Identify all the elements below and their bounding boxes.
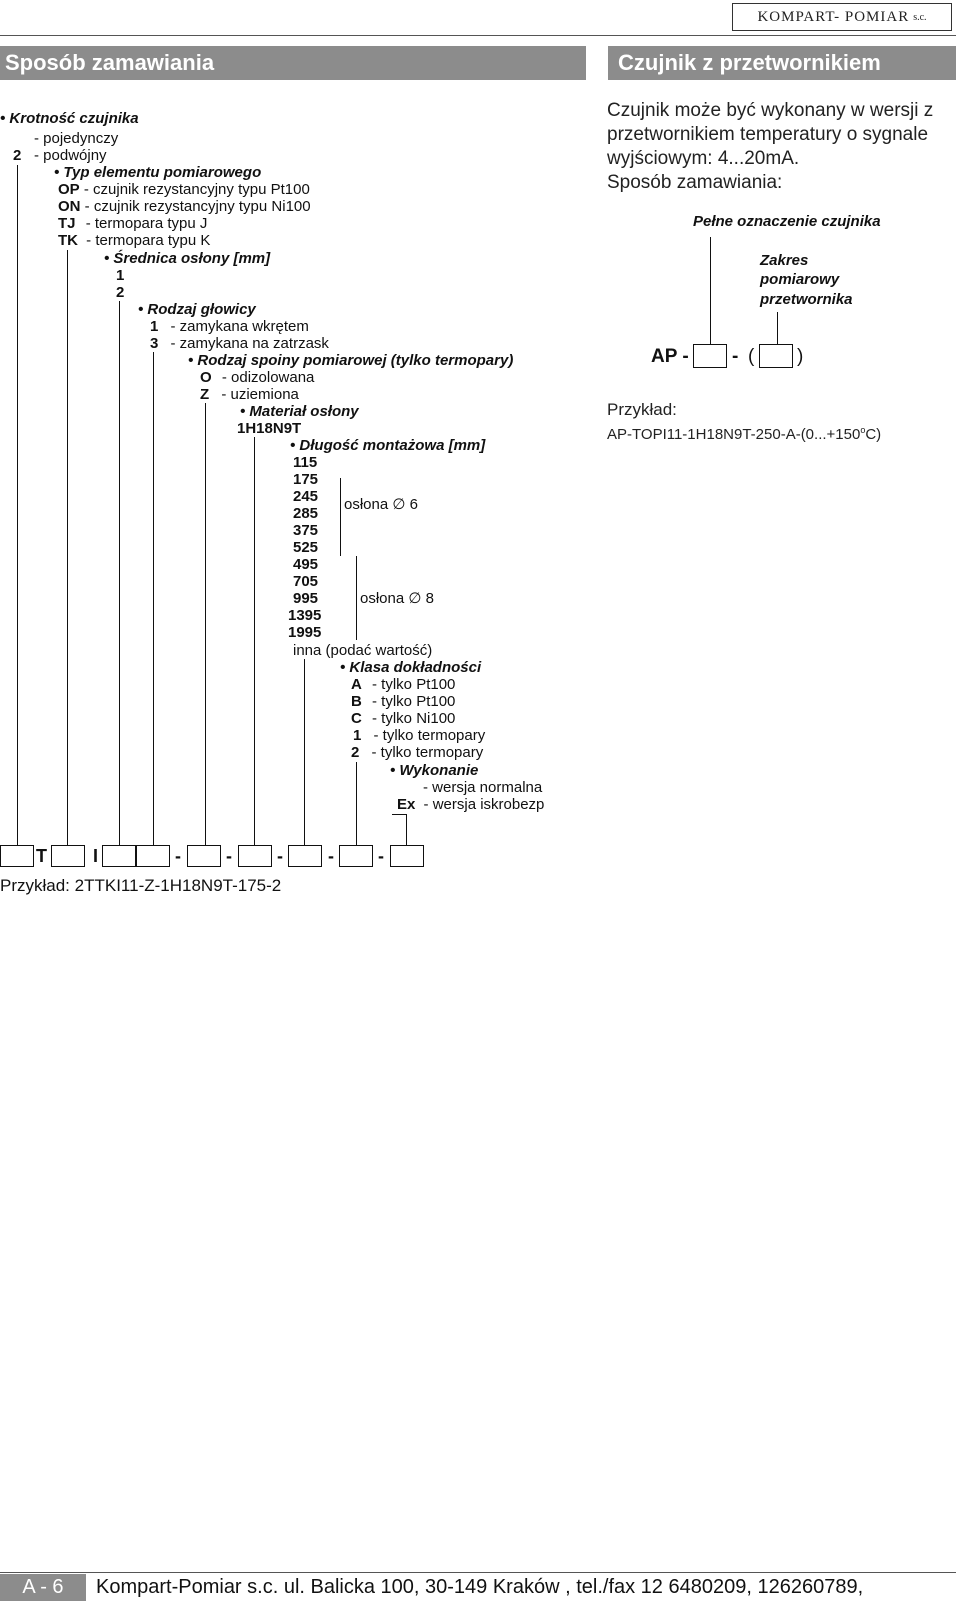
length-option: 1995 — [288, 624, 322, 641]
code-dash: - — [175, 846, 181, 866]
sheath-6-label: osłona ∅ 6 — [344, 496, 418, 513]
ap-code-dash: - — [732, 346, 739, 367]
right-desc-line: przetwornikiem temperatury o sygnale — [607, 124, 929, 145]
brand-suffix: s.c. — [913, 11, 927, 23]
tree-option: 1 - zamykana wkrętem — [150, 318, 309, 335]
code-box-diameter[interactable] — [102, 845, 136, 867]
connector-line — [406, 814, 407, 845]
code-box-junction[interactable] — [187, 845, 221, 867]
connector-line — [205, 403, 206, 845]
tree-option: ON - czujnik rezystancyjny typu Ni100 — [58, 198, 311, 215]
range-label-line: pomiarowy — [760, 271, 840, 288]
ap-code-box-range[interactable] — [759, 344, 793, 368]
connector-line — [17, 165, 18, 845]
connector-line — [304, 659, 305, 845]
sheath-8-bracket — [356, 556, 357, 640]
tree-heading-accuracy: • Klasa dokładności — [340, 659, 482, 676]
tree-option: 2 - tylko termopary — [351, 744, 484, 761]
tree-option: Ex - wersja iskrobezp — [397, 796, 545, 813]
page-number: A - 6 — [0, 1574, 86, 1601]
range-label-line: przetwornika — [760, 291, 853, 308]
tree-option: - pojedynczy — [34, 130, 119, 147]
sheath-6-bracket — [340, 478, 341, 556]
tree-option: O - odizolowana — [200, 369, 315, 386]
length-option: 285 — [293, 505, 319, 522]
tree-option: B - tylko Pt100 — [351, 693, 456, 710]
tree-option: 3 - zamykana na zatrzask — [150, 335, 329, 352]
tree-option: A - tylko Pt100 — [351, 676, 456, 693]
tree-option-code: 1 — [116, 267, 125, 284]
connector-line — [153, 352, 154, 845]
right-desc-line: wyjściowym: 4...20mA. — [607, 148, 800, 169]
header-rule — [0, 35, 956, 36]
tree-option: TJ - termopara typu J — [58, 215, 208, 232]
length-option: 175 — [293, 471, 319, 488]
ap-code-prefix: AP - — [651, 346, 689, 367]
left-example: Przykład: 2TTKI11-Z-1H18N9T-175-2 — [0, 876, 282, 895]
tree-heading-diameter: • Średnica osłony [mm] — [104, 250, 271, 267]
right-section-title: Czujnik z przetwornikiem — [608, 46, 956, 80]
connector-line — [356, 762, 357, 845]
footer-address: Kompart-Pomiar s.c. ul. Balicka 100, 30-149 Kraków , tel./fax 12 6480209, 126260789, — [96, 1576, 864, 1598]
length-option: 705 — [293, 573, 319, 590]
length-option: 1395 — [288, 607, 322, 624]
code-dash: - — [226, 846, 232, 866]
right-example-code: $AP-TOPI11-1H18N9T-250-A-(0...+150^oC)$ — [607, 425, 882, 443]
code-letter-t: T — [36, 846, 47, 866]
tree-heading-material: • Materiał osłony — [240, 403, 359, 420]
tree-heading-multiplicity: • Krotność czujnika — [0, 110, 139, 127]
footer-rule — [0, 1572, 956, 1573]
tree-option: 1 - tylko termopary — [353, 727, 486, 744]
connector-line — [67, 250, 68, 845]
brand-name: KOMPART- POMIAR — [757, 8, 910, 25]
code-box-version[interactable] — [390, 845, 424, 867]
tree-option: - podwójny — [34, 147, 107, 164]
right-example-label: Przykład: — [607, 400, 677, 419]
code-letter-i: I — [93, 846, 99, 866]
connector-line — [254, 437, 255, 845]
right-desc-line: Czujnik może być wykonany w wersji z — [607, 100, 934, 121]
ap-code-close: ) — [797, 346, 804, 367]
code-dash: - — [328, 846, 334, 866]
tree-option: - wersja normalna — [423, 779, 543, 796]
tree-heading-element-type: • Typ elementu pomiarowego — [54, 164, 262, 181]
tree-heading-head-type: • Rodzaj głowicy — [138, 301, 256, 318]
brand-box — [732, 3, 952, 31]
tree-option-code: 2 — [116, 284, 125, 301]
length-option: 245 — [293, 488, 319, 505]
tree-option: Z - uziemiona — [200, 386, 299, 403]
tree-option-code: 1H18N9T — [237, 420, 302, 437]
full-designation-label: Pełne oznaczenie czujnika — [693, 213, 881, 230]
tree-option: TK - termopara typu K — [58, 232, 211, 249]
connector-line — [119, 301, 120, 845]
code-box-head-type[interactable] — [136, 845, 170, 867]
code-dash: - — [277, 846, 283, 866]
connector-tick — [392, 814, 406, 815]
left-section-title: Sposób zamawiania — [0, 46, 586, 80]
tree-heading-version: • Wykonanie — [390, 762, 479, 779]
tree-option: OP - czujnik rezystancyjny typu Pt100 — [58, 181, 310, 198]
code-box-element-type[interactable] — [51, 845, 85, 867]
length-option: 375 — [293, 522, 319, 539]
code-box-material[interactable] — [238, 845, 272, 867]
tree-heading-junction: • Rodzaj spoiny pomiarowej (tylko termopary) — [188, 352, 514, 369]
code-dash: - — [378, 846, 384, 866]
tree-heading-length: • Długość montażowa [mm] — [290, 437, 486, 454]
ap-code-box-designation[interactable] — [693, 344, 727, 368]
length-option: 115 — [293, 454, 318, 471]
tree-option: C - tylko Ni100 — [351, 710, 456, 727]
length-option: 995 — [293, 590, 319, 607]
code-box-length[interactable] — [288, 845, 322, 867]
range-label-line: Zakres — [760, 252, 809, 269]
right-desc-line: Sposób zamawiania: — [607, 172, 783, 193]
tree-option-code: 2 — [13, 147, 22, 164]
code-box-accuracy[interactable] — [339, 845, 373, 867]
ap-code-open: ( — [748, 346, 755, 367]
length-option-other: inna (podać wartość) — [293, 642, 433, 659]
range-connector — [777, 312, 778, 344]
length-option: 495 — [293, 556, 319, 573]
code-box-multiplicity[interactable] — [0, 845, 34, 867]
sheath-8-label: osłona ∅ 8 — [360, 590, 434, 607]
full-designation-connector — [710, 237, 711, 344]
length-option: 525 — [293, 539, 319, 556]
version-options — [397, 779, 545, 819]
